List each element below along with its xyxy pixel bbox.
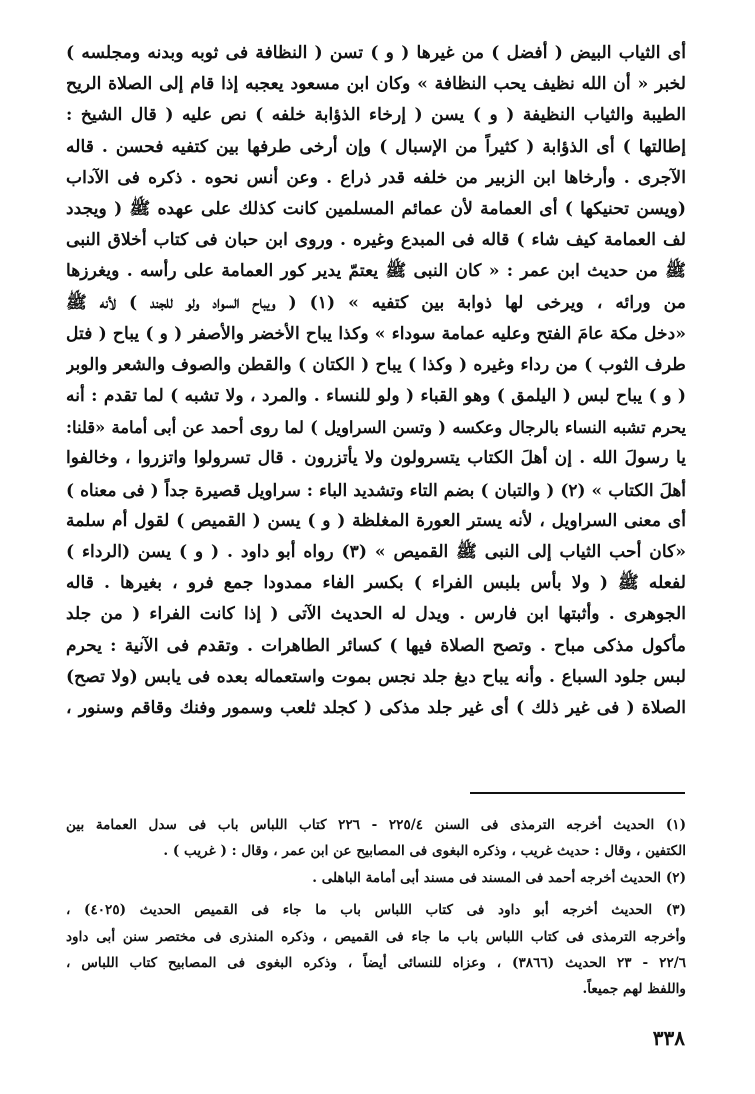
text-line: «دخل مكة عامَ الفتح وعليه عمامة سوداء » وكذا يباح الأخضر والأصفر ( و ) يباح ( فتل [66, 323, 686, 344]
text-line: مأكول مذكى مباح . وتصح الصلاة فيها ) كسائر الطاهرات . وتقدم فى الآنية : يحرم [66, 635, 686, 656]
text-line: ( و ) يباح لبس ( اليلمق ) وهو القباء ( ولو للنساء . والمرد ، ولا تشبه ) لما تقدم : أنه [66, 386, 686, 407]
text-line: أهلَ الكتاب » (٢) ( والتبان ) بضم التاء وتشديد الباء : سراويل قصيرة جداً ( فى معناه ) [66, 479, 686, 500]
text-line: الآجرى . وأرخاها ابن الزبير من خلفه قدر ذراع . وعن أنس نحوه . ذكره فى الآداب [66, 167, 686, 188]
footnote-line: واللفظ لهم جميعاً. [582, 981, 686, 998]
footnote-3 [66, 897, 686, 1003]
footnote-2 [66, 865, 686, 891]
text-line: أى الثياب البيض ( أفضل ) من غيرها ( و ) تسن ( النظافة فى ثوبه وبدنه ومجلسه ) [66, 43, 686, 63]
text-line: (ويسن تحنيكها ) أى العمامة لأن عمائم المسلمين كانت كذلك على عهده ﷺ ( ويجدد [66, 198, 686, 219]
text-line: الطيبة والثياب النظيفة ( و ) يسن ( إرخاء الذؤابة خلفه ) نص عليه ( قال الشيخ : [66, 105, 686, 126]
footnote-line: وأخرجه الترمذى فى كتاب اللباس باب ما جاء فى القميص ، وذكره المنذرى فى مختصر سنن أبى داود [66, 928, 686, 945]
footnote-1 [66, 812, 686, 865]
page-number: ٣٣٨ [652, 1026, 685, 1050]
footnote-line: (٣) الحديث أخرجه أبو داود فى كتاب اللباس باب ما جاء فى القميص الحديث (٤٠٢٥) ، [66, 902, 686, 919]
text-line: لبس جلود السباع . وأنه يباح دبغ جلد نجس بموت واستعماله بعده فى يابس (ولا تصح) [66, 666, 686, 687]
footnotes [66, 812, 686, 1003]
text-line: يحرم تشبه النساء بالرجال وعكسه ( وتسن السراويل ) لما روى أحمد عن أبى أمامة «قلنا: [66, 418, 686, 438]
text-line: لخبر « أن الله نظيف يحب النظافة » وكان ابن مسعود يعجبه إذا قام إلى الصلاة الريح [66, 74, 686, 95]
text-line: أى معنى السراويل ، لأنه يستر العورة المغلظة ( و ) يسن ( القميص ) لقول أم سلمة [66, 510, 686, 531]
text-line: «كان أحب الثياب إلى النبى ﷺ القميص » (٣) رواه أبو داود . ( و ) يسن (الرداء ) [66, 542, 686, 562]
text-line: من ورائه ، ويرخى لها ذوابة بين كتفيه » (١) ( ويباح السواد ولو للجند ) لأنه ﷺ [66, 292, 686, 313]
footnote-line: (٢) الحديث أخرجه أحمد فى المسند فى مسند أبى أمامة الباهلى . [312, 869, 686, 886]
text-line: ﷺ من حديث ابن عمر : « كان النبى ﷺ يعتمّ يدير كور العمامة على رأسه . ويغرزها [66, 261, 686, 282]
text-line: الصلاة ( فى غير ذلك ) أى غير جلد مذكى ( كجلد ثلعب وسمور وفنك وقاقم وسنور ، [66, 697, 686, 718]
text-line: لف العمامة كيف شاء ) قاله فى المبدع وغيره . وروى ابن حبان فى كتاب أخلاق النبى [66, 230, 686, 251]
text-line: إطالتها ) أى الذؤابة ( كثيراً من الإسبال ) وإن أرخى طرفها بين كتفيه فحسن . قاله [66, 136, 686, 157]
footnote-line: (١) الحديث أخرجه الترمذى فى السنن ٢٢٥/٤ - ٢٢٦ كتاب اللباس باب فى سدل العمامة بين [66, 817, 686, 833]
main-text [66, 38, 686, 724]
footnote-separator [470, 792, 685, 794]
text-line: الجوهرى . وأثبتها ابن فارس . ويدل له الحديث الآتى ( إذا كانت الفراء ( من جلد [66, 604, 686, 625]
footnote-line: الكتفين ، وقال : حديث غريب ، وذكره البغوى فى المصابيح عن ابن عمر ، وقال : ( غريب ) . [163, 843, 686, 860]
text-line: يا رسولَ الله . إن أهلَ الكتاب يتسرولون ولا يأتزرون . قال تسرولوا واتزروا ، وخالفوا [66, 448, 686, 469]
text-line: طرف الثوب ) من رداء وغيره ( وكذا ) يباح ( الكتان ) والقطن والصوف والشعر والوبر [66, 354, 686, 375]
text-line: لفعله ﷺ ( ولا بأس بلبس الفراء ) بكسر الفاء ممدودا جمع فرو ، بغيرها . قاله [66, 573, 686, 594]
footnote-line: ٢٢/٦ - ٢٣ الحديث (٣٨٦٦) ، وعزاه للنسائى أيضاً ، وذكره البغوى فى المصابيح كتاب اللباس ، [66, 954, 686, 971]
